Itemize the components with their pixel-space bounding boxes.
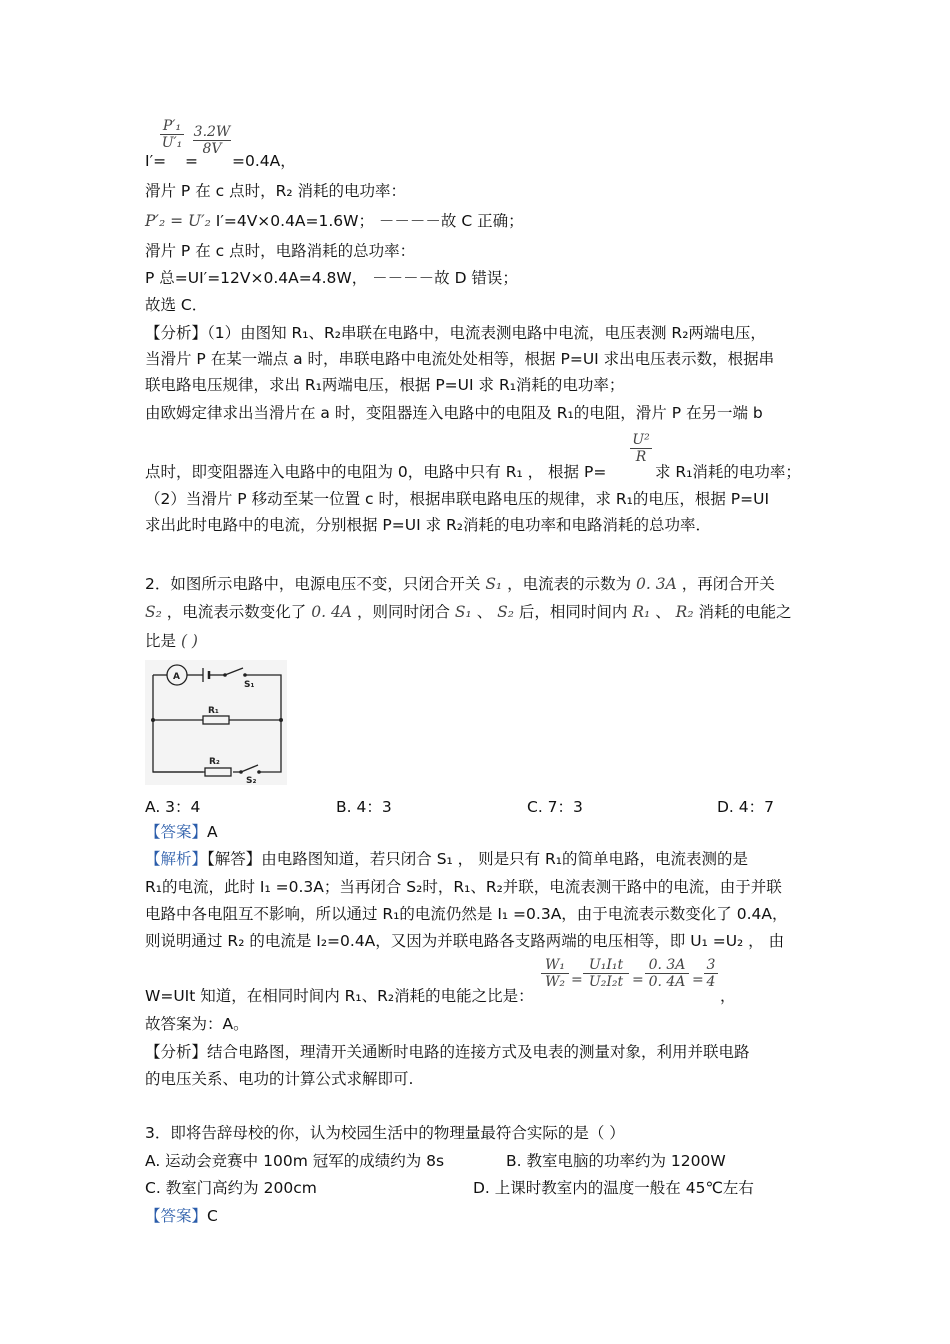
solution-line: 故答案为：A。 [145, 1015, 249, 1033]
fraction-denominator: U′₁ [161, 135, 183, 151]
fraction-denominator: 4 [704, 973, 718, 990]
analysis-line: 联电路电压规律，求出 R₁两端电压，根据 P=UI 求 R₁消耗的电功率； [145, 376, 625, 394]
fraction-denominator: W₂ [541, 973, 569, 990]
fraction-numerator: 3 [706, 957, 716, 973]
fraction-numerator: U₁I₁t [588, 957, 624, 973]
q2-text: 后，相同时间内 [518, 603, 628, 621]
fraction-result [704, 957, 718, 990]
s1-label: S₁ [244, 680, 255, 690]
fraction-uit [583, 957, 629, 990]
power-r2-line [145, 210, 524, 232]
analysis-line: 的电压关系、电功的计算公式求解即可. [145, 1070, 414, 1088]
q2-text: ，则同时闭合 [356, 603, 450, 621]
ammeter-label: A [173, 672, 180, 682]
answer-tag: 【答案】 [145, 823, 208, 841]
q2-answer [145, 821, 218, 843]
i-prime-label: I′= [145, 152, 167, 170]
option-a: A. 3：4 [145, 798, 201, 816]
fraction-u2-r [630, 432, 652, 465]
solution-line: 电路中各电阻互不影响，所以通过 R₁的电流仍然是 I₁ =0.3A，由于电流表示数变化了 0.4A， [145, 905, 788, 923]
solution-tag: 【解析】 [145, 850, 208, 868]
r2-label: R₂ [209, 757, 220, 767]
q3-option-b: B. 教室电脑的功率约为 1200W [506, 1152, 726, 1170]
junction-dot [151, 718, 155, 722]
switch-s2: S₂ [497, 603, 514, 621]
fraction-numerator: 0. 3A [648, 957, 686, 973]
analysis-line: 求出此时电路中的电流，分别根据 P=UI 求 R₂消耗的电功率和电路消耗的总功率． [145, 516, 712, 534]
fraction-current [645, 957, 689, 990]
solution-line [145, 848, 748, 870]
power-lhs: P′₂ = U′₂ [145, 212, 211, 230]
comma: ， [720, 987, 736, 1005]
switch-contact [257, 770, 261, 774]
fraction-denominator: 8V [193, 140, 231, 157]
analysis-line: 【分析】结合电路图，理清开关通断时电路的连接方式及电表的测量对象，利用并联电路 [145, 1043, 750, 1061]
junction-dot [279, 718, 283, 722]
q2-stem-line3 [145, 630, 198, 652]
r1-label: R₁ [208, 706, 219, 716]
answer-tag: 【答案】 [145, 1207, 208, 1225]
q2-text: 消耗的电能之 [698, 603, 792, 621]
fraction-numerator: W₁ [544, 957, 565, 973]
fraction-numerator: 3.2W [193, 124, 231, 140]
value-03a: 0. 3A [636, 575, 677, 593]
text-line: 滑片 P 在 c 点时，电路消耗的总功率： [145, 242, 416, 260]
value-04a: 0. 4A [311, 603, 353, 621]
solution-line: W=UIt 知道，在相同时间内 R₁、R₂消耗的电能之比是： [145, 987, 534, 1005]
solution-line: R₁的电流，此时 I₁ =0.3A；当再闭合 S₂时，R₁、R₂并联，电流表测干路中的电流，由于并联 [145, 878, 782, 896]
analysis-line: （2）当滑片 P 移动至某一位置 c 时，根据串联电路电压的规律，求 R₁的电压，根据 P=UI [145, 490, 770, 508]
current-result: =0.4A， [232, 152, 296, 170]
fraction-denominator: 0. 4A [645, 973, 689, 990]
switch-contact [223, 673, 227, 677]
switch-s1: S₁ [454, 603, 472, 621]
answer-value: A [207, 823, 218, 841]
analysis-line: 【分析】（1）由图知 R₁、R₂串联在电路中，电流表测电路中电流，电压表测 R₂两端电压， [145, 324, 766, 342]
s2-label: S₂ [246, 776, 257, 785]
option-b: B. 4：3 [336, 798, 392, 816]
q2-text: 2．如图所示电路中，电源电压不变，只闭合开关 [145, 575, 481, 593]
text-line: 滑片 P 在 c 点时，R₂ 消耗的电功率： [145, 182, 406, 200]
equals-sign: = [185, 152, 198, 170]
analysis-line: 点时，即变阻器连入电路中的电阻为 0，电路中只有 R₁ ， 根据 P= [145, 463, 607, 481]
resistor-r1: R₁ [632, 603, 651, 621]
q2-text: ，电流表示数变化了 [166, 603, 307, 621]
solution-text: 【解答】由电路图知道，若只闭合 S₁ ， 则是只有 R₁的简单电路，电流表测的是 [207, 850, 749, 868]
equals-sign: = [632, 972, 644, 988]
fraction-w [541, 957, 569, 990]
solution-line: 则说明通过 R₂ 的电流是 I₂=0.4A，又因为并联电路各支路两端的电压相等，即 U₁ =U₂ ， 由 [145, 932, 785, 950]
q3-option-c: C. 教室门高约为 200cm [145, 1179, 317, 1197]
q3-option-d: D. 上课时教室内的温度一般在 45℃左右 [473, 1179, 754, 1197]
circuit-diagram [145, 660, 287, 785]
switch-s2: S₂ [145, 603, 162, 621]
separator: 、 [655, 603, 671, 621]
switch-contact [239, 770, 243, 774]
q3-option-a: A. 运动会竞赛中 100m 冠军的成绩约为 8s [145, 1152, 445, 1170]
q2-text: 比是 [145, 632, 177, 650]
fraction-denominator: U₂I₂t [583, 973, 629, 990]
answer-value: C [207, 1207, 218, 1225]
analysis-line: 当滑片 P 在某一端点 a 时，串联电路中电流处处相等，根据 P=UI 求出电压表示数，根据串 [145, 350, 775, 368]
analysis-line: 由欧姆定律求出当滑片在 a 时，变阻器连入电路中的电阻及 R₁的电阻，滑片 P 在另一端 b [145, 404, 763, 422]
q2-text: ，再闭合开关 [681, 575, 775, 593]
analysis-line: 求 R₁消耗的电功率； [655, 463, 801, 481]
q2-text: ，电流表的示数为 [507, 575, 632, 593]
fraction-numerator: U² [632, 432, 650, 448]
equals-sign: = [571, 972, 583, 988]
option-c: C. 7：3 [527, 798, 583, 816]
q3-stem: 3．即将告辞母校的你，认为校园生活中的物理量最符合实际的是（ ） [145, 1124, 625, 1142]
q2-stem-line2 [145, 601, 792, 623]
fraction-numerator: P′₁ [162, 118, 182, 134]
power-rest: I′=4V×0.4A=1.6W； －－－－故 C 正确； [215, 212, 524, 230]
separator: 、 [476, 603, 493, 621]
switch-contact [243, 673, 247, 677]
text-line: P 总=UI′=12V×0.4A=4.8W， －－－－故 D 错误； [145, 269, 518, 287]
answer-blank: ( ) [180, 632, 198, 650]
fraction-denominator: R [630, 448, 652, 465]
resistor-r2: R₂ [675, 603, 694, 621]
switch-s1: S₁ [485, 575, 503, 593]
option-d: D. 4：7 [717, 798, 775, 816]
fraction-value [193, 124, 231, 157]
text-line: 故选 C． [145, 296, 208, 314]
fraction-p1-u1 [160, 118, 184, 151]
q3-answer [145, 1205, 218, 1227]
q2-stem-line1 [145, 573, 775, 595]
equals-sign: = [692, 972, 704, 988]
